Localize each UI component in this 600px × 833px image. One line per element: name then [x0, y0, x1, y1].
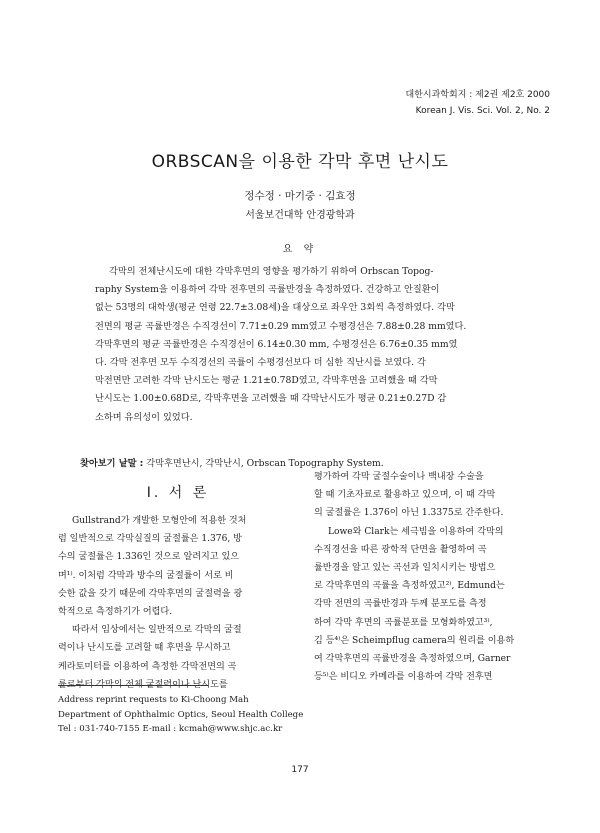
body-line: 학적으로 측정하기가 어렵다.: [58, 607, 173, 618]
abstract-line: 막전면만 고려한 각막 난시도는 평균 1.21±0.78D였고, 각막후면을 고려했을 때 각막: [95, 375, 438, 387]
keywords-label: 찾아보기 낱말 :: [80, 458, 144, 469]
body-line: Lowe와 Clark는 세극빔을 이용하여 각막의: [328, 526, 504, 537]
abstract-heading: 요 약: [282, 244, 318, 255]
journal-citation-korean: 대한시과학회지 : 제2권 제2호 2000: [405, 90, 550, 100]
abstract-line: 소하며 유의성이 있었다.: [95, 411, 193, 423]
right-column: [314, 468, 554, 686]
body-line: 수의 굴절률은 1.336인 것으로 알려지고 있으: [58, 552, 240, 563]
body-line: 수직경선을 따른 광학적 단면을 촬영하여 곡: [314, 544, 487, 555]
affiliation: 서울보건대학 안경광학과: [245, 210, 355, 221]
body-line: 로 각막후면의 곡률을 측정하였고²⁾, Edmund는: [314, 581, 505, 592]
left-column: [58, 512, 298, 694]
body-line: 등⁵⁾은 비디오 카메라를 이용하여 각막 전후면: [314, 672, 493, 683]
body-line: 평가하여 각막 굴절수술이나 백내장 수술을: [314, 472, 484, 482]
body-line: 의 굴절률은 1.376이 아닌 1.3375로 간주한다.: [314, 508, 504, 519]
abstract-line: 다. 각막 전후면 모두 수직경선의 곡률이 수평경선보다 더 심한 직난시를 보였다. 각: [95, 357, 426, 369]
journal-citation-english: Korean J. Vis. Sci. Vol. 2, No. 2: [415, 106, 550, 116]
abstract-line: 각막후면의 평균 곡률반경은 수직경선이 6.14±0.30 mm, 수평경선은 6.76±0.35 mm였: [95, 338, 458, 350]
body-line: 할 때 기초자료로 활용하고 있으며, 이 때 각막: [314, 490, 496, 501]
body-line: 며¹⁾. 이처럼 각막과 방수의 굴절률이 서로 비: [58, 570, 234, 581]
body-line: 여 각막후면의 곡률반경을 측정하였으며, Garner: [314, 654, 511, 665]
abstract-line: 난시도는 1.00±0.68D로, 각막후면을 고려했을 때 각막난시도가 평균 0.21±0.27D 감: [95, 393, 447, 405]
section-heading: I. 서 론: [146, 485, 210, 501]
body-line: 률반경을 알고 있는 곡선과 일치시키는 방법으: [314, 563, 496, 574]
body-line: 하여 각막 후면의 곡률분포를 모형화하였고³⁾,: [314, 617, 493, 628]
keywords-text: 각막후면난시, 각막난시, Orbscan Topography System.: [146, 458, 384, 469]
abstract-line: 각막의 전체난시도에 대한 각막후면의 영향을 평가하기 위하여 Orbscan Topog-: [109, 266, 434, 277]
footnote-divider: [58, 685, 208, 686]
abstract-body: [95, 263, 515, 427]
footnote-line: Department of Ophthalmic Optics, Seoul Health College: [58, 709, 304, 720]
abstract-line: 없는 53명의 대학생(평균 연령 22.7±3.08세)을 대상으로 좌우안 3회씩 측정하였다. 각막: [95, 302, 455, 314]
keywords: [80, 455, 520, 469]
footnote-line: Tel : 031-740-7155 E-mail : kcmah@www.shjc.ac.kr: [58, 724, 283, 734]
body-line: 력이나 난시도를 고려할 때 후면을 무시하고: [58, 643, 231, 654]
body-line: 슷한 값을 갖기 때문에 각막후면의 굴절력을 광: [58, 588, 243, 599]
footnote: [58, 693, 318, 737]
body-line: 률로부터 각막의 전체 굴절력이나 난시도를: [58, 679, 228, 690]
abstract-line: raphy System을 이용하여 각막 전후면의 곡률반경을 측정하였다. 건강하고 안질환이: [95, 284, 440, 296]
page-number: 177: [291, 765, 309, 775]
body-line: 김 등⁴⁾은 Scheimpflug camera의 원리를 이용하: [314, 635, 515, 646]
author-list: 정수정 · 마기중 · 김효정: [244, 190, 356, 202]
body-line: 럼 일반적으로 각막실질의 굴절률은 1.376, 방: [58, 534, 242, 545]
abstract-line: 전면의 평균 곡률반경은 수직경선이 7.71±0.29 mm였고 수평경선은 7.88±0.28 mm였다.: [95, 320, 467, 332]
body-line: Gullstrand가 개발한 모형안에 적용한 것처: [72, 516, 247, 526]
footnote-line: Address reprint requests to Ki-Choong Mah: [58, 695, 249, 705]
body-line: 케라토미터를 이용하여 측정한 각막전면의 곡: [58, 661, 237, 672]
body-line: 따라서 임상에서는 일반적으로 각막의 굴절: [72, 625, 242, 636]
paper-title: ORBSCAN을 이용한 각막 후면 난시도: [151, 152, 449, 172]
body-line: 각막 전면의 곡률반경과 두께 분포도를 측정: [314, 599, 487, 610]
